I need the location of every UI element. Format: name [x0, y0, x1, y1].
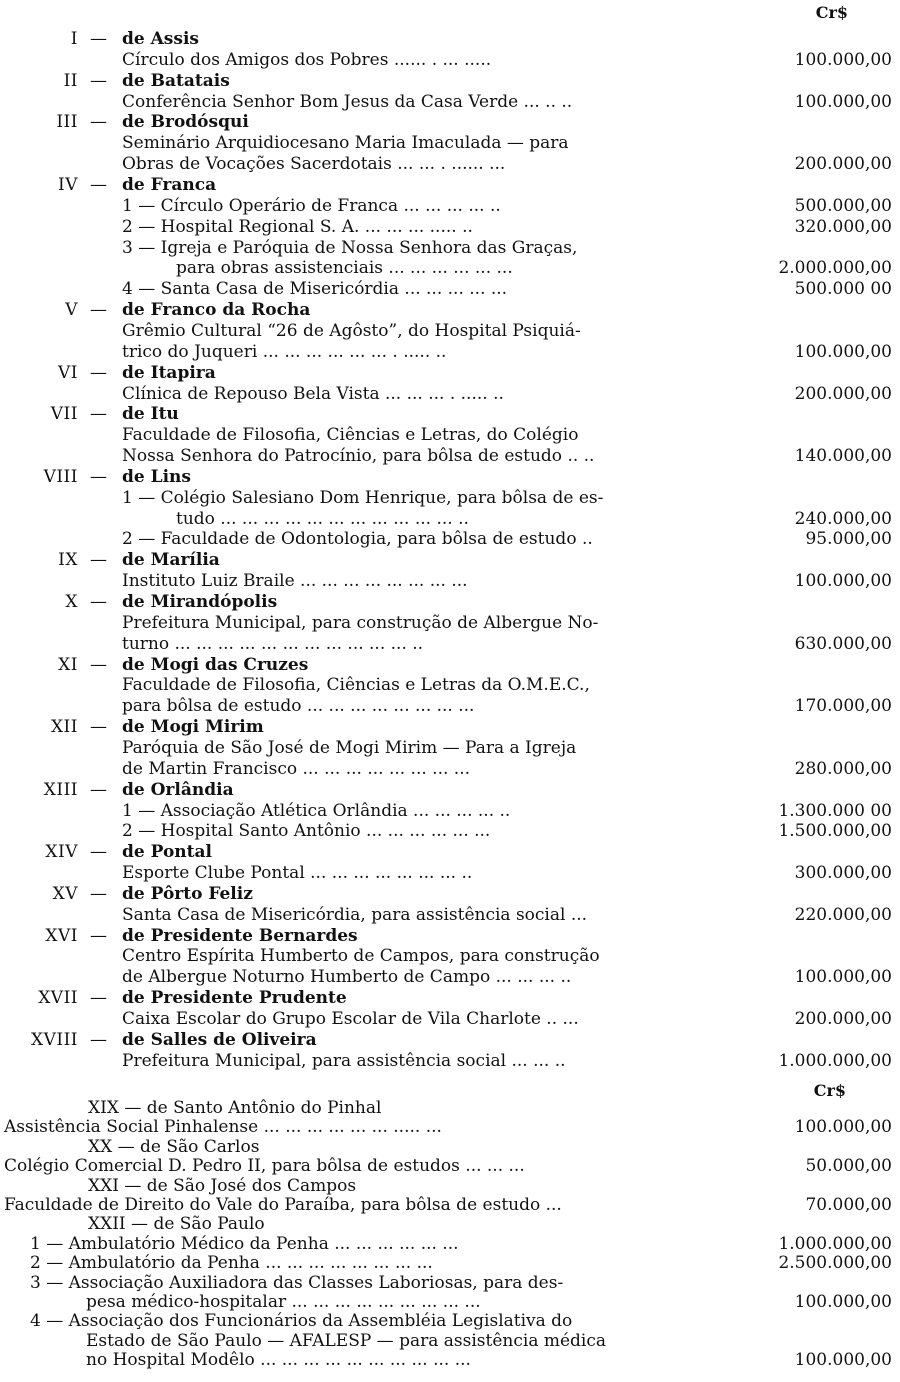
item-text: Colégio Comercial D. Pedro II, para bôlsa de estudos ... ... ...	[4, 1156, 525, 1177]
item-amount: 100.000,00	[794, 49, 892, 70]
section-numeral: IV	[58, 174, 78, 195]
item-text: Prefeitura Municipal, para assistência social ... ... ..	[122, 1050, 566, 1071]
section-heading: XXI — de São José dos Campos	[88, 1175, 357, 1196]
item-amount: 500.000 00	[794, 279, 892, 300]
item-amount: 1.000.000,00	[778, 1233, 892, 1254]
list-item	[0, 424, 900, 446]
list-item	[0, 320, 900, 342]
section-numeral: II	[63, 70, 78, 91]
section-numeral: IX	[58, 550, 78, 571]
item-text: Faculdade de Filosofia, Ciências e Letras, do Colégio	[122, 425, 579, 446]
section-dash: —	[90, 1029, 107, 1050]
list-item	[0, 1050, 900, 1072]
section-numeral: III	[56, 112, 78, 133]
list-item	[0, 1349, 900, 1371]
section-numeral: XVI	[45, 925, 78, 946]
item-amount: 200.000,00	[794, 383, 892, 404]
list-item	[0, 508, 900, 530]
section-city: de Pôrto Feliz	[122, 883, 253, 904]
section-heading	[0, 716, 900, 738]
item-text: Assistência Social Pinhalense ... ... ... ... ... ... ..... ...	[4, 1117, 442, 1138]
item-text: para bôlsa de estudo ... ... ... ... ... ... ... ...	[122, 696, 475, 717]
item-text: 1 — Ambulatório Médico da Penha ... ... ... ... ... ...	[30, 1233, 459, 1254]
section-dash: —	[90, 174, 107, 195]
item-text: 4 — Associação dos Funcionários da Assembléia Legislativa do	[30, 1311, 573, 1332]
section-city: de Franca	[122, 174, 217, 195]
item-amount: 170.000,00	[794, 696, 892, 717]
item-amount: 300.000,00	[794, 863, 892, 883]
list-item	[0, 1008, 900, 1030]
item-amount: 200.000,00	[794, 154, 892, 175]
section-heading	[0, 466, 900, 488]
section-dash: —	[90, 70, 107, 91]
item-amount: 2.500.000,00	[778, 1253, 892, 1274]
section-dash: —	[90, 550, 107, 571]
section-heading	[0, 299, 900, 321]
item-text: 1 — Associação Atlética Orlândia ... ... ... ... ..	[122, 800, 511, 821]
item-text: Seminário Arquidiocesano Maria Imaculada — para	[122, 133, 569, 154]
list-item	[0, 904, 900, 926]
section-numeral: X	[65, 592, 78, 612]
section-heading	[0, 925, 900, 947]
item-amount: 95.000,00	[805, 529, 892, 550]
item-amount: 100.000,00	[794, 1292, 892, 1312]
section-heading	[0, 1029, 900, 1051]
item-text: 1 — Colégio Salesiano Dom Henrique, para bôlsa de es-	[122, 487, 604, 508]
section-numeral: V	[65, 300, 78, 321]
item-text: turno ... ... ... ... ... ... ... ... ... ... ... ..	[122, 633, 424, 654]
list-item	[0, 758, 900, 780]
section-city: de Brodósqui	[122, 112, 249, 133]
item-amount: 100.000,00	[794, 1350, 892, 1371]
list-item	[0, 445, 900, 467]
item-text: trico do Juqueri ... ... ... ... ... ... . ..... ..	[122, 341, 447, 362]
section-heading	[0, 883, 900, 905]
section-heading	[0, 362, 900, 384]
item-amount: 320.000,00	[794, 216, 892, 237]
item-amount: 200.000,00	[794, 1009, 892, 1029]
section-numeral: XII	[50, 717, 78, 738]
item-text: Grêmio Cultural “26 de Agôsto”, do Hospital Psiquiá-	[122, 320, 581, 341]
item-amount: 500.000,00	[794, 195, 892, 216]
section-dash: —	[90, 654, 107, 675]
list-item	[0, 257, 900, 279]
section-numeral: XV	[52, 883, 78, 904]
list-item	[0, 91, 900, 113]
section-heading	[0, 28, 900, 50]
section-city: de Salles de Oliveira	[122, 1029, 317, 1050]
item-text: Estado de São Paulo — AFALESP — para assistência médica	[86, 1330, 607, 1351]
list-item	[0, 278, 900, 300]
section-dash: —	[90, 300, 107, 321]
list-item	[0, 862, 900, 884]
item-amount: 70.000,00	[805, 1195, 892, 1215]
item-amount: 2.000.000,00	[778, 258, 892, 279]
section-heading	[0, 549, 900, 571]
section-dash: —	[90, 29, 107, 49]
section-numeral: XVIII	[30, 1029, 78, 1050]
list-item	[0, 487, 900, 509]
section-dash: —	[90, 112, 107, 133]
section-numeral: XI	[58, 654, 78, 675]
section-city: de Lins	[122, 466, 191, 487]
item-text: Conferência Senhor Bom Jesus da Casa Verde ... .. ..	[122, 91, 573, 112]
section-heading: XIX — de Santo Antônio do Pinhal	[88, 1098, 382, 1118]
currency-header-mid: Cr$	[813, 1081, 846, 1100]
section-heading	[0, 591, 900, 613]
item-amount: 630.000,00	[794, 633, 892, 654]
section-city: de Orlândia	[122, 779, 234, 800]
section-city: de Itapira	[122, 362, 216, 383]
list-item	[0, 132, 900, 154]
section-dash: —	[90, 592, 107, 612]
section-dash: —	[90, 717, 107, 738]
section-heading	[0, 654, 900, 676]
item-text: Prefeitura Municipal, para construção de Albergue No-	[122, 612, 599, 633]
item-text: Santa Casa de Misericórdia, para assistência social ...	[122, 904, 588, 925]
item-text: Instituto Luiz Braile ... ... ... ... ... ... ... ...	[122, 571, 468, 592]
section-heading: XX — de São Carlos	[88, 1136, 260, 1157]
section-numeral: VIII	[43, 466, 78, 487]
section-city: de Itu	[122, 404, 179, 425]
section-dash: —	[90, 779, 107, 800]
currency-header-top: Cr$	[815, 3, 848, 22]
list-item	[0, 216, 900, 238]
item-text: 2 — Hospital Regional S. A. ... ... ... ..... ..	[122, 216, 473, 237]
item-amount: 100.000,00	[794, 1117, 892, 1138]
section-city: de Assis	[122, 29, 199, 49]
list-item	[0, 237, 900, 259]
section-city: de Franco da Rocha	[122, 300, 311, 321]
section-dash: —	[90, 988, 107, 1009]
item-text: de Martin Francisco ... ... ... ... ... ... ... ...	[122, 758, 471, 779]
list-item	[0, 49, 900, 71]
item-text: Faculdade de Direito do Vale do Paraíba, para bôlsa de estudo ...	[4, 1195, 562, 1215]
item-text: 3 — Igreja e Paróquia de Nossa Senhora das Graças,	[122, 237, 578, 258]
item-text: 2 — Faculdade de Odontologia, para bôlsa de estudo ..	[122, 529, 593, 550]
section-numeral: I	[70, 29, 78, 49]
list-item	[0, 633, 900, 655]
section-city: de Mirandópolis	[122, 592, 278, 612]
item-text: de Albergue Noturno Humberto de Campo ... ... ... ..	[122, 967, 572, 988]
section-heading	[0, 111, 900, 133]
item-text: Esporte Clube Pontal ... ... ... ... ... ... ... ..	[122, 863, 473, 883]
section-city: de Marília	[122, 550, 220, 571]
section-heading	[0, 70, 900, 92]
item-text: Obras de Vocações Sacerdotais ... ... . ...... ...	[122, 154, 506, 175]
list-item	[0, 737, 900, 759]
item-amount: 100.000,00	[794, 91, 892, 112]
item-amount: 280.000,00	[794, 758, 892, 779]
section-city: de Batatais	[122, 70, 230, 91]
section-numeral: XIV	[45, 842, 78, 863]
item-text: 4 — Santa Casa de Misericórdia ... ... ... ... ...	[122, 279, 508, 300]
item-amount: 1.300.000 00	[778, 800, 892, 821]
item-amount: 100.000,00	[794, 967, 892, 988]
list-item	[0, 612, 900, 634]
list-item	[0, 695, 900, 717]
item-text: 3 — Associação Auxiliadora das Classes Laboriosas, para des-	[30, 1272, 564, 1293]
section-heading: XXII — de São Paulo	[88, 1214, 265, 1235]
section-dash: —	[90, 883, 107, 904]
item-amount: 240.000,00	[794, 508, 892, 529]
section-dash: —	[90, 842, 107, 863]
section-city: de Mogi Mirim	[122, 717, 264, 738]
section-numeral: XVII	[38, 988, 78, 1009]
item-text: Faculdade de Filosofia, Ciências e Letras da O.M.E.C.,	[122, 675, 590, 696]
item-text: 2 — Hospital Santo Antônio ... ... ... ... ... ...	[122, 821, 491, 842]
section-heading	[0, 403, 900, 425]
list-item	[0, 674, 900, 696]
item-text: Círculo dos Amigos dos Pobres ...... . ... .....	[122, 49, 492, 70]
item-text: Centro Espírita Humberto de Campos, para construção	[122, 946, 600, 967]
section-numeral: XIII	[43, 779, 78, 800]
section-heading	[0, 987, 900, 1009]
item-text: 1 — Círculo Operário de Franca ... ... ... ... ..	[122, 195, 501, 216]
item-text: Clínica de Repouso Bela Vista ... ... ... . ..... ..	[122, 383, 504, 404]
item-text: Nossa Senhora do Patrocínio, para bôlsa de estudo .. ..	[122, 446, 595, 466]
item-amount: 100.000,00	[794, 341, 892, 362]
item-amount: 100.000,00	[794, 571, 892, 592]
section-city: de Presidente Prudente	[122, 988, 347, 1009]
section-city: de Mogi das Cruzes	[122, 654, 309, 675]
item-text: no Hospital Modêlo ... ... ... ... ... ... ... ... ... ...	[86, 1350, 471, 1371]
list-item	[0, 153, 900, 175]
list-item	[0, 820, 900, 842]
item-text: para obras assistenciais ... ... ... ... ... ...	[176, 258, 513, 279]
item-text: tudo ... ... ... ... ... ... ... ... ... ... ... ..	[176, 508, 469, 529]
section-heading	[0, 779, 900, 801]
section-dash: —	[90, 466, 107, 487]
section-city: de Pontal	[122, 842, 212, 863]
item-amount: 220.000,00	[794, 904, 892, 925]
list-item	[0, 383, 900, 405]
item-amount: 140.000,00	[794, 446, 892, 466]
item-text: Caixa Escolar do Grupo Escolar de Vila Charlote .. ...	[122, 1009, 579, 1029]
item-amount: 1.500.000,00	[778, 821, 892, 842]
section-dash: —	[90, 404, 107, 425]
section-numeral: VI	[58, 362, 78, 383]
item-text: 2 — Ambulatório da Penha ... ... ... ... ... ... ... ...	[30, 1253, 433, 1274]
list-item	[0, 966, 900, 988]
section-heading	[0, 841, 900, 863]
list-item	[0, 195, 900, 217]
item-amount: 50.000,00	[805, 1156, 892, 1177]
list-item	[0, 528, 900, 550]
section-dash: —	[90, 362, 107, 383]
item-amount: 1.000.000,00	[778, 1050, 892, 1071]
section-heading	[0, 174, 900, 196]
list-item	[0, 945, 900, 967]
section-city: de Presidente Bernardes	[122, 925, 358, 946]
section-numeral: VII	[50, 404, 78, 425]
list-item	[0, 341, 900, 363]
item-text: pesa médico-hospitalar ... ... ... ... ... ... ... ... ...	[86, 1292, 481, 1312]
list-item	[0, 570, 900, 592]
list-item	[0, 800, 900, 822]
section-dash: —	[90, 925, 107, 946]
item-text: Paróquia de São José de Mogi Mirim — Para a Igreja	[122, 737, 577, 758]
